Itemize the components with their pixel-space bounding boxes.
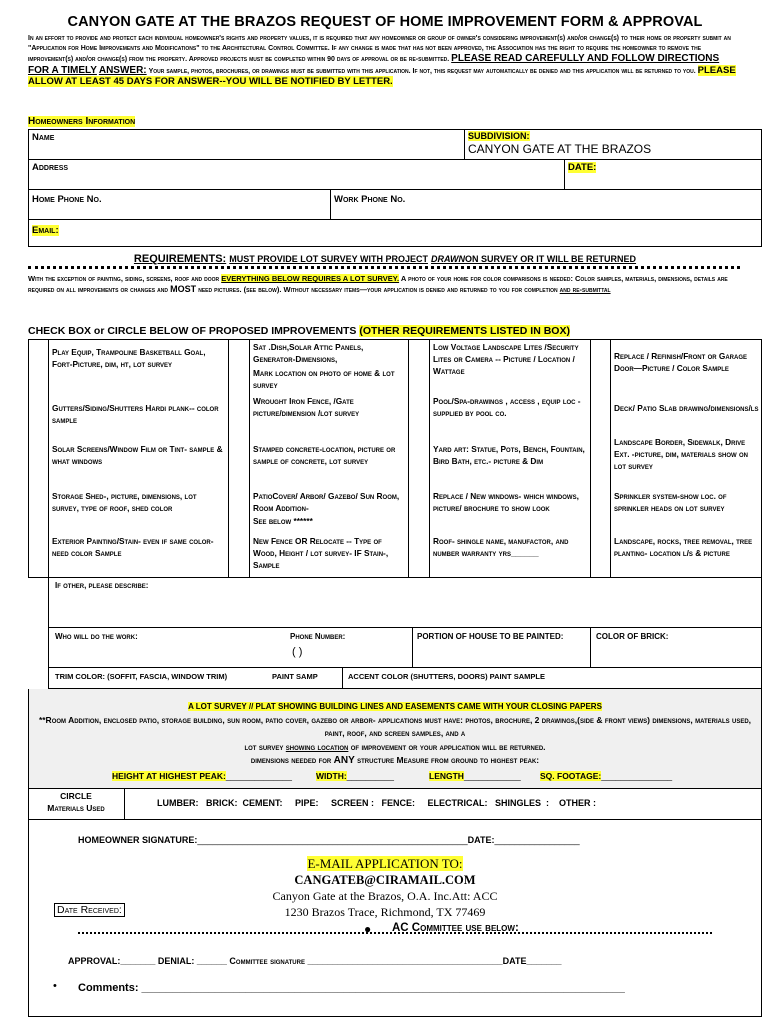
item-wrought-iron[interactable]: Wrought Iron Fence, /Gate picture/dimension /lot survey xyxy=(253,396,360,418)
grid-line xyxy=(342,667,343,689)
exception-text: With the exception of painting, siding, screens, roof and door EVERYTHING BELOW REQUIRES A LOT SURVEY. A photo of your home for color comparisons is needed: Color samples, materials, dimensions, details are required on all improvements or changes and MOST need pictures. (see below). Without necessary items—your application is denied and returned to you for completion and re-submittal xyxy=(28,274,728,294)
ac-committee-heading: AC Committee use below: xyxy=(392,922,519,934)
portion-painted[interactable]: PORTION OF HOUSE TO BE PAINTED: xyxy=(417,632,564,641)
item-sat-dish[interactable]: Sat .Dish,Solar Attic Panels, Generator-Dimensions, xyxy=(253,342,364,364)
item-replace-door[interactable]: Replace / Refinish/Front or Garage Door—Picture / Color Sample xyxy=(614,351,748,373)
item-replace-windows[interactable]: Replace / New windows- which windows, picture/ brochure to show look xyxy=(433,491,579,513)
form-title: CANYON GATE AT THE BRAZOS REQUEST OF HOME IMPROVEMENT FORM & APPROVAL xyxy=(67,14,703,30)
intro-answer: ANSWER: xyxy=(98,64,147,76)
item-pool-spa[interactable]: Pool/Spa-drawings , access , equip loc -supplied by pool co. xyxy=(433,396,581,418)
homeowner-signature-field[interactable]: HOMEOWNER SIGNATURE:______________________________________________________DATE:_________________ xyxy=(78,835,580,845)
item-roof[interactable]: Roof- shingle name, manufactor, and number warranty yrs______ xyxy=(433,536,569,558)
lot-survey-text: A LOT SURVEY // PLAT SHOWING BUILDING LINES AND EASEMENTS CAME WITH YOUR CLOSING PAPERS **Room Addition, enclosed patio, storage building, sun room, patio cover, gazebo or arbor- applications must have: photos, brochure, 2 drawings,(side & front views) dimensions, materials used, paint, roof, and screen samples, and a lot survey showing location of improvement or your application will be returned. dimensions needed for ANY structure Measure from ground to highest peak: xyxy=(38,702,752,766)
item-gutters[interactable]: Gutters/Siding/Shutters Hardi plank-- color sample xyxy=(52,403,219,425)
item-play-equip[interactable]: Play Equip, Trampoline Basketball Goal, Fort-Picture, dim, ht, lot survey xyxy=(52,347,206,369)
width-field[interactable]: WIDTH:__________ xyxy=(316,771,394,781)
phone-paren: ( ) xyxy=(292,646,303,658)
item-stamped-concrete[interactable]: Stamped concrete-location, picture or sample of concrete, lot survey xyxy=(253,444,396,466)
email-application-label: E-MAIL APPLICATION TO: xyxy=(307,856,463,871)
sqft-field[interactable]: SQ. FOOTAGE:_______________ xyxy=(540,771,673,781)
paint-samp[interactable]: PAINT SAMP xyxy=(272,672,318,681)
trim-color[interactable]: TRIM COLOR: (SOFFIT, FASCIA, WINDOW TRIM) xyxy=(55,672,228,681)
height-field[interactable]: HEIGHT AT HIGHEST PEAK:______________ xyxy=(112,771,292,781)
phone-number-label[interactable]: Phone Number: xyxy=(290,632,346,641)
grid-line xyxy=(249,339,250,578)
item-storage-shed[interactable]: Storage Shed-, picture, dimensions, lot survey, type of roof, shed color xyxy=(52,491,197,513)
materials-list[interactable]: LUMBER: BRICK: CEMENT: PIPE: SCREEN : FENCE: ELECTRICAL: SHINGLES : OTHER : xyxy=(157,798,597,808)
accent-color[interactable]: ACCENT COLOR (SHUTTERS, DOORS) PAINT SAMPLE xyxy=(348,672,545,681)
item-deck-patio[interactable]: Deck/ Patio Slab drawing/dimensions/ls xyxy=(614,403,759,413)
grid-line xyxy=(48,339,49,578)
grid-line xyxy=(412,627,413,668)
dotted-line xyxy=(78,932,712,934)
item-solar-screens[interactable]: Solar Screens/Window Film or Tint- sample & what windows xyxy=(52,444,223,466)
grid-line xyxy=(124,788,125,820)
intro-read-carefully: PLEASE READ CAREFULLY AND FOLLOW DIRECTIONS FOR A TIMELY xyxy=(28,53,720,76)
color-of-brick[interactable]: COLOR OF BRICK: xyxy=(596,632,669,641)
other-describe-label: If other, please describe: xyxy=(55,581,149,590)
approval-line[interactable]: APPROVAL:_______ DENIAL: ______ Committee signature _______________________________________DATE_______ xyxy=(68,956,562,966)
dotted-separator xyxy=(28,266,740,269)
grid-line xyxy=(610,339,611,578)
home-phone-field[interactable]: Home Phone No. xyxy=(28,189,331,220)
address-line-1: Canyon Gate at the Brazos, O.A. Inc.Att: ACC xyxy=(272,889,498,903)
address-line-2: 1230 Brazos Trace, Richmond, TX 77469 xyxy=(284,905,486,919)
item-mark-location: Mark location on photo of home & lot survey xyxy=(253,368,395,390)
work-phone-field[interactable]: Work Phone No. xyxy=(330,189,762,220)
bullet-icon: • xyxy=(53,980,57,992)
bullet-icon: ● xyxy=(364,922,372,936)
item-see-below: See below ****** xyxy=(253,516,313,526)
item-yard-art[interactable]: Yard art: Statue, Pots, Bench, Fountain, Bird Bath, etc.- picture & Dim xyxy=(433,444,585,466)
item-new-fence[interactable]: New Fence OR Relocate -- Type of Wood, Height / lot survey- IF Stain-, Sample xyxy=(253,536,389,570)
intro-p1: In an effort to provide and protect each individual homeowner's rights and property values, it is required that any homeowner or group of owner's considering improvement(s) and/or change(s) to their home or property submit an "Application for Home Improvements and Modifications" to the Architectural Control Committee. If any change is made that has not been approved, the Association has the right to require the homeowner to remove the improvement(s) and/or change(s) from the property. Approved projects must be completed within 90 days of approval or be re-submitted. xyxy=(28,35,731,64)
requirements-line: REQUIREMENTS: MUST PROVIDE LOT SURVEY WITH PROJECT DRAWNON SURVEY OR IT WILL BE RETURNED xyxy=(133,253,637,265)
grid-line xyxy=(590,339,591,578)
grid-line xyxy=(228,339,229,578)
grid-line xyxy=(408,339,409,578)
lot-survey-room-addition: **Room Addition, enclosed patio, storage building, sun room, patio cover, gazebo or arbor- applications must have: photos, brochure, 2 drawings,(side & front views) dimensions, materials used, paint, roof, and screen samples, and a xyxy=(38,714,752,738)
circle-materials-label: CIRCLE Materials Used xyxy=(47,791,105,813)
name-field[interactable]: Name xyxy=(28,129,465,160)
subdivision-label: SUBDIVISION: xyxy=(468,131,530,141)
comments-field[interactable]: Comments: _______________________________________________________________________________ xyxy=(78,982,625,994)
intro-text xyxy=(28,34,740,88)
who-will-do-work[interactable]: Who will do the work: xyxy=(55,632,138,641)
subdivision-field[interactable] xyxy=(464,129,762,160)
date-received-field[interactable]: Date Received: xyxy=(54,903,125,917)
intro-allow-45-days: PLEASE ALLOW AT LEAST 45 DAYS FOR ANSWER--YOU WILL BE NOTIFIED BY LETTER. xyxy=(28,64,736,87)
item-patio-cover[interactable]: PatioCover/ Arbor/ Gazebo/ Sun Room, Room Addition- xyxy=(253,491,400,513)
email-address[interactable]: CANGATEB@CIRAMAIL.COM xyxy=(294,873,476,887)
email-field[interactable]: Email: xyxy=(28,219,762,247)
item-landscape-border[interactable]: Landscape Border, Sidewalk, Drive Ext. -picture, dim, materials show on lot survey xyxy=(614,437,748,471)
homeowners-heading: Homeowners Information xyxy=(28,116,136,127)
check-box-heading: CHECK BOX or CIRCLE BELOW OF PROPOSED IMPROVEMENTS (OTHER REQUIREMENTS LISTED IN BOX) xyxy=(28,325,570,337)
item-low-voltage[interactable]: Low Voltage Landscape Lites /Security Lites or Camera -- Picture / Location / Wattage xyxy=(433,342,579,376)
lot-survey-heading: A LOT SURVEY // PLAT SHOWING BUILDING LINES AND EASEMENTS CAME WITH YOUR CLOSING PAPERS xyxy=(188,702,602,711)
grid-line xyxy=(590,627,591,668)
item-sprinkler[interactable]: Sprinkler system-show loc. of sprinkler heads on lot survey xyxy=(614,491,727,513)
address-field[interactable]: Address xyxy=(28,159,565,190)
length-field[interactable]: LENGTH____________ xyxy=(429,771,521,781)
item-landscape-rocks[interactable]: Landscape, rocks, tree removal, tree planting- location l/s & picture xyxy=(614,536,753,558)
other-describe-field[interactable] xyxy=(48,577,762,628)
subdivision-value: CANYON GATE AT THE BRAZOS xyxy=(468,142,652,156)
intro-p3: Your sample, photos, brochures, or drawings must be submitted with this application. If not, this request may automatically be denied and this application will be returned to you. xyxy=(148,67,696,75)
grid-line xyxy=(429,339,430,578)
item-exterior-painting[interactable]: Exterior Painting/Stain- even if same color-need color Sample xyxy=(52,536,214,558)
date-field[interactable]: DATE: xyxy=(564,159,762,190)
